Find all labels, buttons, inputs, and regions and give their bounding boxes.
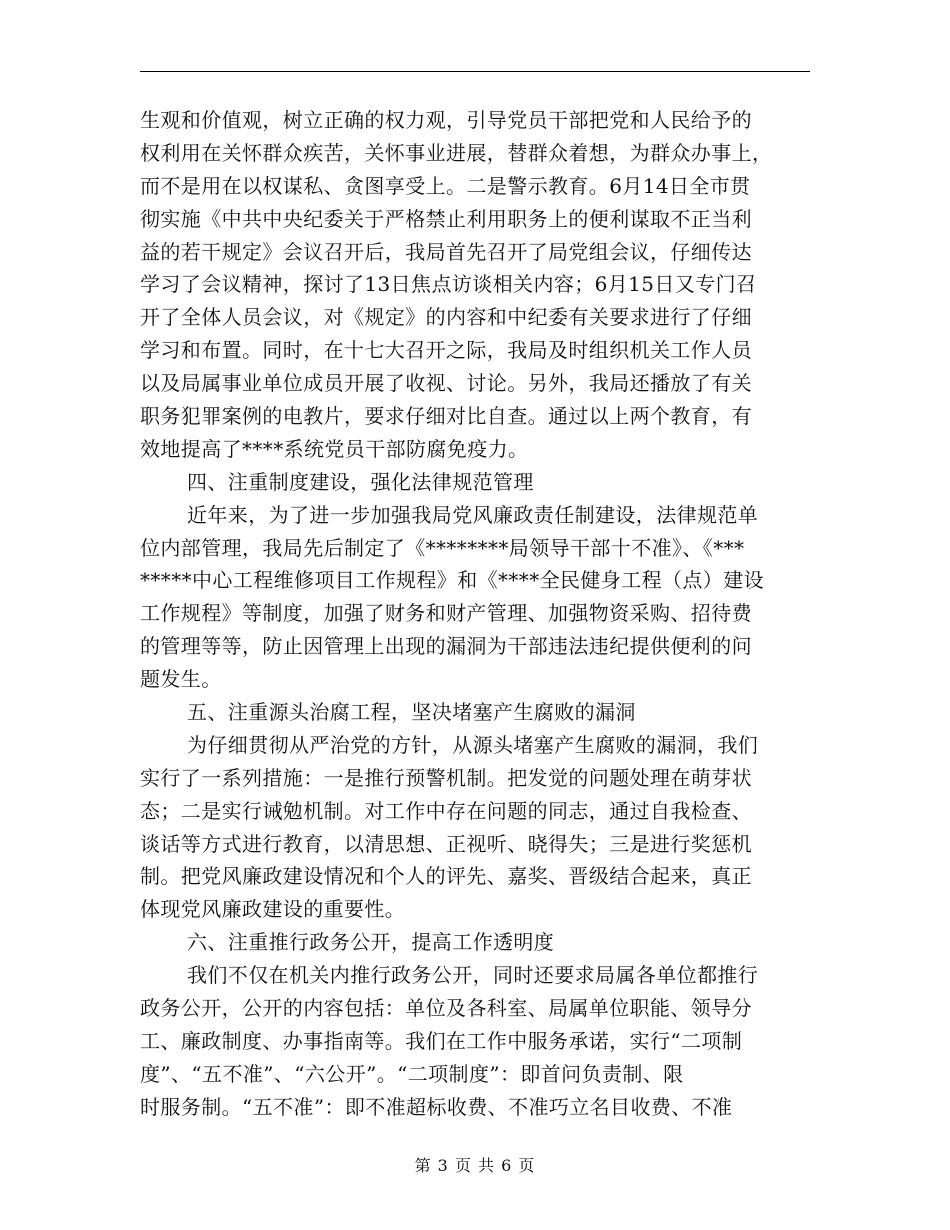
text-line: 实行了一系列措施：一是推行预警机制。把发觉的问题处理在萌芽状: [140, 765, 752, 790]
text-line: 位内部管理，我局先后制定了《********局领导干部十不准》、《***: [140, 535, 745, 560]
text-line: 工作规程》等制度，加强了财务和财产管理、加强物资采购、招待费: [140, 601, 752, 626]
text-line: 态；二是实行诫勉机制。对工作中存在问题的同志，通过自我检查、: [140, 798, 752, 823]
text-line: 职务犯罪案例的电教片，要求仔细对比自查。通过以上两个教育，有: [140, 404, 752, 429]
text-line: 五、注重源头治腐工程，坚决堵塞产生腐败的漏洞: [187, 700, 636, 725]
text-line: 以及局属事业单位成员开展了收视、讨论。另外，我局还播放了有关: [140, 371, 752, 396]
text-line: *****中心工程维修项目工作规程》和《****全民健身工程（点）建设: [140, 568, 764, 593]
text-line: 政务公开，公开的内容包括：单位及各科室、局属单位职能、领导分: [140, 996, 752, 1021]
text-line: 开了全体人员会议，对《规定》的内容和中纪委有关要求进行了仔细: [140, 305, 752, 330]
text-line: 六、注重推行政务公开，提高工作透明度: [187, 930, 555, 955]
header-rule: [140, 71, 810, 72]
text-line: 学习了会议精神，探讨了13日焦点访谈相关内容；6月15日又专门召: [140, 272, 757, 297]
text-line: 近年来，为了进一步加强我局党风廉政责任制建设，法律规范单: [187, 502, 759, 527]
text-line: 生观和价值观，树立正确的权力观，引导党员干部把党和人民给予的: [140, 108, 752, 132]
text-line: 的管理等等，防止因管理上出现的漏洞为干部违法违纪提供便利的问: [140, 634, 752, 659]
text-line: 体现党风廉政建设的重要性。: [140, 897, 406, 922]
text-line: 时服务制。“五不准”：即不准超标收费、不准巧立名目收费、不准: [140, 1094, 733, 1119]
text-line: 题发生。: [140, 667, 222, 692]
text-line: 我们不仅在机关内推行政务公开，同时还要求局属各单位都推行: [187, 963, 759, 988]
text-line: 谈话等方式进行教育，以清思想、正视听、晓得失；三是进行奖惩机: [140, 831, 752, 856]
text-line: 彻实施《中共中央纪委关于严格禁止利用职务上的便利谋取不正当利: [140, 206, 752, 231]
text-line: 而不是用在以权谋私、贪图享受上。二是警示教育。6月14日全市贯: [140, 173, 751, 198]
text-line: 权利用在关怀群众疾苦，关怀事业进展，替群众着想，为群众办事上，: [140, 140, 773, 165]
document-body: [140, 104, 810, 1124]
page-number: 第 3 页 共 6 页: [414, 1156, 536, 1175]
text-line: 效地提高了****系统党员干部防腐免疫力。: [140, 436, 529, 461]
text-line: 度”、“五不准”、“六公开”。“二项制度”：即首问负责制、限: [140, 1061, 684, 1086]
text-line: 益的若干规定》会议召开后，我局首先召开了局党组会议，仔细传达: [140, 239, 752, 264]
text-line: 制。把党风廉政建设情况和个人的评先、嘉奖、晋级结合起来，真正: [140, 864, 752, 889]
text-line: 工、廉政制度、办事指南等。我们在工作中服务承诺，实行“二项制: [140, 1028, 743, 1053]
text-line: 为仔细贯彻从严治党的方针，从源头堵塞产生腐败的漏洞，我们: [187, 732, 759, 757]
text-line: 四、注重制度建设，强化法律规范管理: [187, 469, 534, 494]
text-line: 学习和布置。同时，在十七大召开之际，我局及时组织机关工作人员: [140, 338, 752, 363]
